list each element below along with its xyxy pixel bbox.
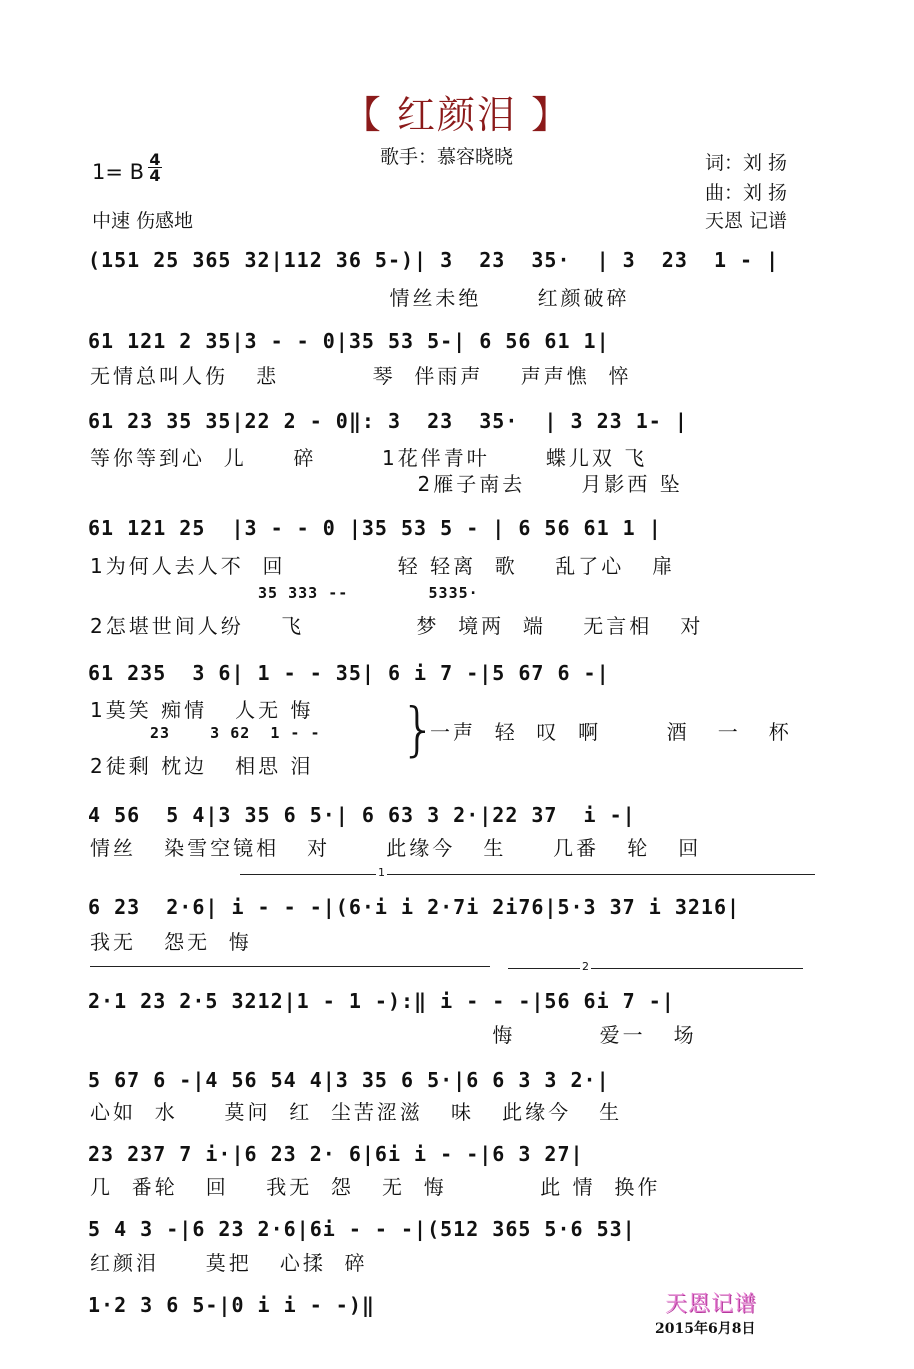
lyric-row-11: 红颜泪 莫把 心揉 碎 xyxy=(90,1251,368,1275)
score-row-7: 6 23 2·6| i - - -|(6·i i 2·7i 2i76|5·3 37 i 3216| xyxy=(88,895,741,919)
lyric-row-9: 心如 水 莫问 红 尘苦涩滋 味 此缘今 生 xyxy=(90,1100,623,1124)
verse-brace: } xyxy=(400,695,437,763)
transcriber-stamp: 天恩记谱 xyxy=(665,1292,758,1317)
score-row-4: 61 121 25 |3 - - 0 |35 53 5 - | 6 56 61 1 | xyxy=(88,516,662,540)
score-row-8: 2·1 23 2·5 3212|1 - 1 -):‖ i - - -|56 6i 7 -| xyxy=(88,989,675,1013)
score-row-12: 1·2 3 6 5-|0 i i - -)‖ xyxy=(88,1293,375,1317)
time-signature: 4 4 xyxy=(149,150,161,185)
lyric-row-4a: 1为何人去人不 回 轻 轻离 歌 乱了心 扉 xyxy=(90,554,676,578)
volta-1-continued xyxy=(90,966,490,967)
score-row-11: 5 4 3 -|6 23 2·6|6i - - -|(512 365 5·6 53| xyxy=(88,1217,636,1241)
lyric-row-10: 几 番轮 回 我无 怨 无 悔 此 情 换作 xyxy=(90,1175,661,1199)
lyric-row-3b: 2雁子南去 月影西 坠 xyxy=(90,472,683,496)
volta-1 xyxy=(240,866,815,879)
volta-2 xyxy=(508,960,803,973)
lyric-row-1: 情丝未绝 红颜破碎 xyxy=(90,286,630,310)
composer: 曲：刘 扬 xyxy=(705,182,788,204)
lyric-row-5b: 2徒剩 枕边 相思 泪 xyxy=(90,754,314,778)
song-title: 【 红颜泪 】 xyxy=(342,93,572,137)
score-row-6: 4 56 5 4|3 35 6 5·| 6 63 3 2·|22 37 i -| xyxy=(88,803,636,827)
score-row-1: (151 25 365 32|112 36 5-)| 3 23 35· | 3 23 1 - | xyxy=(88,248,780,272)
lyric-row-4b: 2怎堪世间人纷 飞 梦 境两 端 无言相 对 xyxy=(90,614,704,638)
lyricist: 词：刘 扬 xyxy=(705,152,788,174)
score-row-5: 61 235 3 6| 1 - - 35| 6 i 7 -|5 67 6 -| xyxy=(88,661,610,685)
score-row-2: 61 121 2 35|3 - - 0|35 53 5-| 6 56 61 1| xyxy=(88,329,610,353)
key-signature: 1= B xyxy=(92,160,145,184)
volta-1-number: 1 xyxy=(378,866,385,879)
transcriber: 天恩 记谱 xyxy=(705,210,788,232)
volta-2-number: 2 xyxy=(582,960,589,973)
lyric-row-8: 悔 爱一 场 xyxy=(90,1023,697,1047)
lyric-row-2: 无情总叫人伤 悲 琴 伴雨声 声声憔 悴 xyxy=(90,364,632,388)
tempo-marking: 中速 伤感地 xyxy=(92,210,194,232)
page-title xyxy=(0,84,914,139)
lyric-row-5a: 1莫笑 痴情 人无 悔 xyxy=(90,698,314,722)
alt-notes-row-4: 35 333 -- 5335· xyxy=(258,584,479,602)
singer: 歌手：慕容晓晓 xyxy=(380,146,514,168)
lyric-row-6: 情丝 染雪空镜相 对 此缘今 生 几番 轮 回 xyxy=(90,836,702,860)
transcription-date: 2015年6月8日 xyxy=(655,1321,756,1337)
score-row-9: 5 67 6 -|4 56 54 4|3 35 6 5·|6 6 3 3 2·| xyxy=(88,1068,610,1092)
score-row-10: 23 237 7 i·|6 23 2· 6|6i i - -|6 3 27| xyxy=(88,1142,584,1166)
alt-notes-row-5: 23 3 62 1 - - xyxy=(150,724,321,742)
score-row-3: 61 23 35 35|22 2 - 0‖: 3 23 35· | 3 23 1- | xyxy=(88,409,688,433)
lyric-row-7: 我无 怨无 悔 xyxy=(90,930,252,954)
lyric-row-3a: 等你等到心 儿 碎 1花伴青叶 蝶儿双 飞 xyxy=(90,446,648,470)
chorus-lyric-row-5: 一声 轻 叹 啊 酒 一 杯 xyxy=(430,720,792,744)
